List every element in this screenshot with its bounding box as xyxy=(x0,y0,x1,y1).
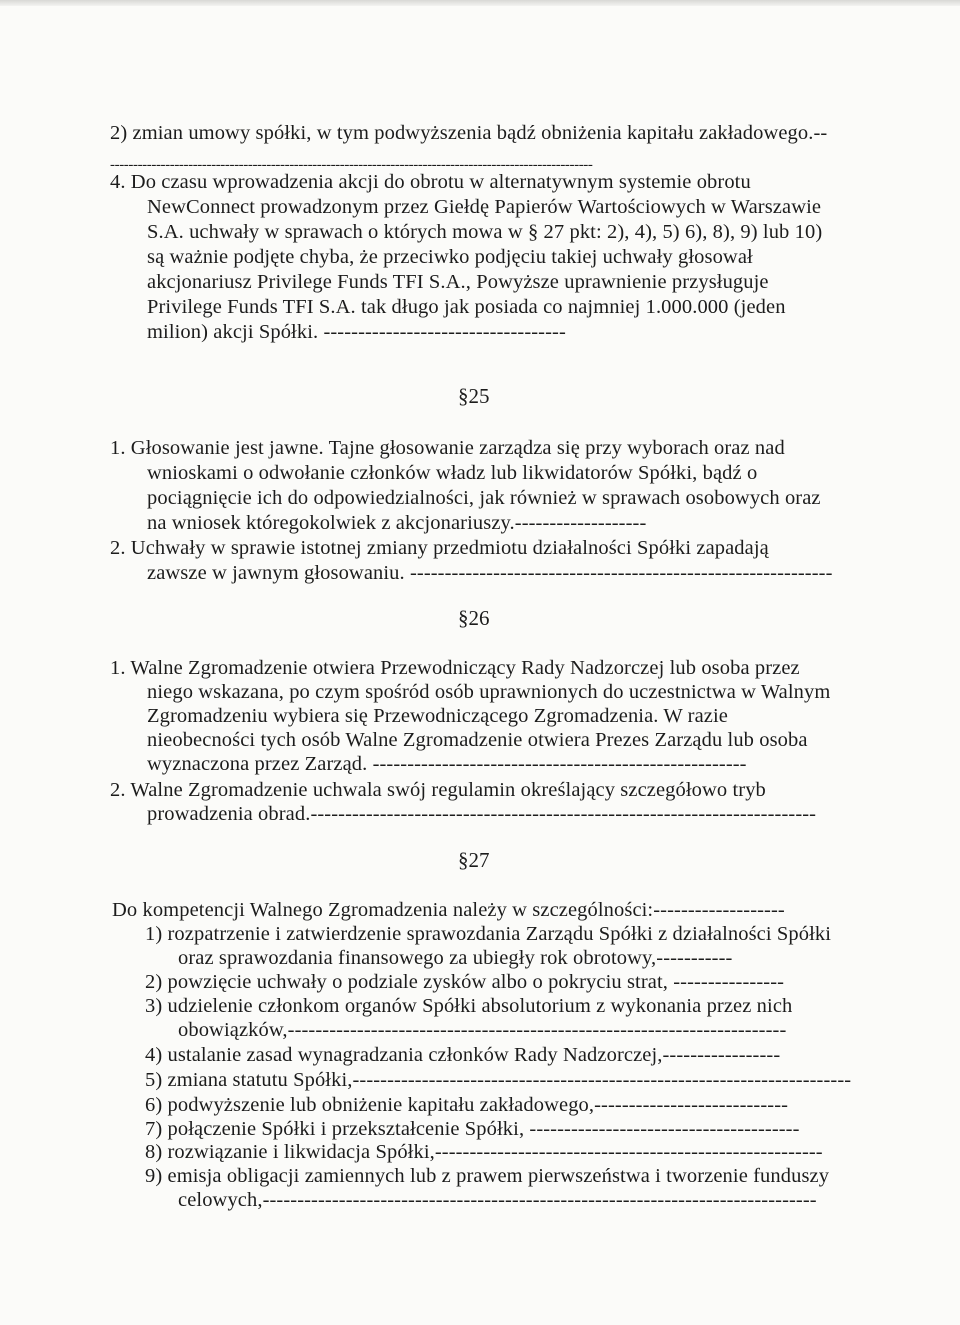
s25-line-2: wnioskami o odwołanie członków władz lub likwidatorów Spółki, bądź o xyxy=(147,462,758,484)
s27-item-6: 6) podwyższenie lub obniżenie kapitału zakładowego,---------------------------- xyxy=(145,1094,789,1116)
s26-line-1: 1. Walne Zgromadzenie otwiera Przewodniczący Rady Nadzorczej lub osoba przez xyxy=(110,657,800,679)
s27-item-9: 9) emisja obligacji zamiennych lub z prawem pierwszeństwa i tworzenie funduszy xyxy=(145,1165,830,1187)
scan-edge xyxy=(0,0,960,6)
s27-item-9-cont: celowych,-------------------------------------------------------------------------------- xyxy=(178,1189,817,1211)
item4-line-1: 4. Do czasu wprowadzenia akcji do obrotu w alternatywnym systemie obrotu xyxy=(110,171,751,193)
item4-line-4: są ważnie podjęte chyba, że przeciwko podjęciu takiej uchwały głosował xyxy=(147,246,753,268)
s27-item-5: 5) zmiana statutu Spółki,------------------------------------------------------------------------ xyxy=(145,1069,852,1091)
s25-line-1: 1. Głosowanie jest jawne. Tajne głosowanie zarządza się przy wyborach oraz nad xyxy=(110,437,785,459)
s26-line-5: wyznaczona przez Zarząd. ------------------------------------------------------ xyxy=(147,753,747,775)
s27-item-2: 2) powzięcie uchwały o podziale zysków albo o pokryciu strat, ---------------- xyxy=(145,971,785,993)
s26-line-7: prowadzenia obrad.------------------------------------------------------------------------- xyxy=(147,803,817,825)
section-25-heading: §25 xyxy=(458,384,490,408)
s27-item-8: 8) rozwiązanie i likwidacja Spółki,-------------------------------------------------------- xyxy=(145,1141,823,1163)
separator-dashes: --------------------------------------------------------------------------------------------------------- xyxy=(110,157,593,173)
s26-line-3: Zgromadzeniu wybiera się Przewodniczącego Zgromadzenia. W razie xyxy=(147,705,728,727)
s26-line-4: nieobecności tych osób Walne Zgromadzenie otwiera Prezes Zarządu lub osoba xyxy=(147,729,808,751)
s26-line-2: niego wskazana, po czym spośród osób uprawnionych do uczestnictwa w Walnym xyxy=(147,681,831,703)
amendment-line: 2) zmian umowy spółki, w tym podwyższenia bądź obniżenia kapitału zakładowego.-- xyxy=(110,122,828,144)
item4-line-7: milion) akcji Spółki. ----------------------------------- xyxy=(147,321,566,343)
s27-item-3: 3) udzielenie członkom organów Spółki absolutorium z wykonania przez nich xyxy=(145,995,793,1017)
s27-item-1-cont: oraz sprawozdania finansowego za ubiegły rok obrotowy,----------- xyxy=(178,947,733,969)
section-27-heading: §27 xyxy=(458,848,490,872)
s27-item-4: 4) ustalanie zasad wynagradzania członków Rady Nadzorczej,----------------- xyxy=(145,1044,781,1066)
item4-line-6: Privilege Funds TFI S.A. tak długo jak posiada co najmniej 1.000.000 (jeden xyxy=(147,296,786,318)
s27-intro: Do kompetencji Walnego Zgromadzenia należy w szczególności:------------------- xyxy=(112,899,785,921)
item4-line-5: akcjonariusz Privilege Funds TFI S.A., Powyższe uprawnienie przysługuje xyxy=(147,271,769,293)
s25-line-3: pociągnięcie ich do odpowiedzialności, jak również w sprawach osobowych oraz xyxy=(147,487,821,509)
item4-line-3: S.A. uchwały w sprawach o których mowa w § 27 pkt: 2), 4), 5) 6), 8), 9) lub 10) xyxy=(147,221,823,243)
s25-line-4: na wniosek któregokolwiek z akcjonariuszy.------------------- xyxy=(147,512,647,534)
s27-item-3-cont: obowiązków,------------------------------------------------------------------------ xyxy=(178,1019,787,1041)
s26-line-6: 2. Walne Zgromadzenie uchwala swój regulamin określający szczegółowo tryb xyxy=(110,779,766,801)
item4-line-2: NewConnect prowadzonym przez Giełdę Papierów Wartościowych w Warszawie xyxy=(147,196,822,218)
s27-item-7: 7) połączenie Spółki i przekształcenie Spółki, --------------------------------------- xyxy=(145,1118,800,1140)
s25-line-6: zawsze w jawnym głosowaniu. ------------------------------------------------------------- xyxy=(147,562,833,584)
s25-line-5: 2. Uchwały w sprawie istotnej zmiany przedmiotu działalności Spółki zapadają xyxy=(110,537,769,559)
s27-item-1: 1) rozpatrzenie i zatwierdzenie sprawozdania Zarządu Spółki z działalności Spółki xyxy=(145,923,832,945)
section-26-heading: §26 xyxy=(458,606,490,630)
